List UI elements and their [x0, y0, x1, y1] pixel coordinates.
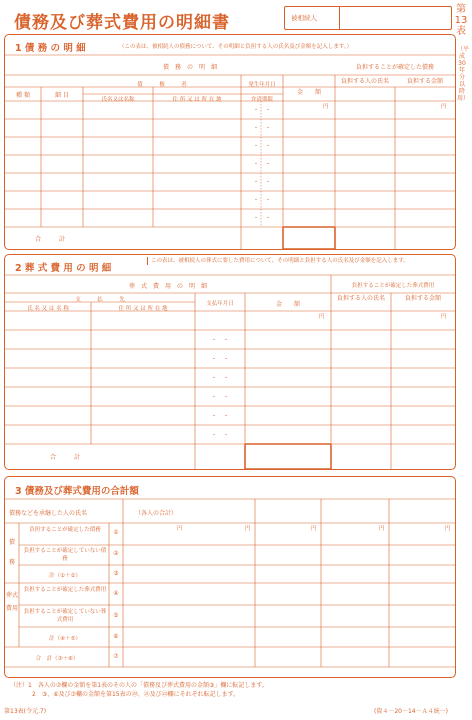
date-dots: ・ ・	[252, 197, 271, 204]
row-label: 計（①＋②）	[49, 573, 81, 579]
date-dots: ・ ・	[210, 432, 229, 439]
confirmed-debt-header: 負担することが確定した債務	[355, 64, 434, 71]
date-dots: ・ ・	[210, 337, 229, 344]
col-person-amount: 負担する金額	[406, 78, 443, 85]
section-title: 3 債務及び葬式費用の合計額	[15, 486, 139, 497]
row-number: ①	[113, 529, 119, 536]
col-creditor-name: 氏名又は名称	[101, 97, 135, 103]
row-number: ②	[113, 550, 119, 557]
date-dots: ・ ・	[252, 215, 271, 222]
col-person-name: 負担する人の氏名	[336, 295, 385, 302]
section-title: 1 債 務 の 明 細	[15, 43, 86, 54]
yen-unit: 円	[245, 526, 251, 532]
taxpayer-field[interactable]	[284, 6, 452, 30]
note-1: （注）1 各人の⑦欄の金額を第1表のその人の「債務及び葬式費用の金額③」欄に転記します。	[10, 682, 268, 689]
group-debt-label: 債 務	[8, 539, 22, 566]
row-number: ④	[113, 590, 119, 597]
col-due-date: 弁済期限	[250, 97, 273, 103]
yen-unit: 円	[177, 526, 183, 532]
col-payee-address: 住 所 又 は 所 在 地	[118, 306, 168, 312]
row-number: ⑥	[113, 633, 119, 640]
heir-name-header: 債務などを承継した人の氏名	[9, 510, 88, 517]
date-dots: ・ ・	[252, 179, 271, 186]
section-funeral	[4, 254, 456, 470]
debt-total-label: 合 計	[34, 236, 65, 243]
debt-detail-header: 債 務 の 明 細	[162, 64, 217, 71]
yen-unit: 円	[319, 314, 325, 320]
col-payment-date: 支払年月日	[206, 301, 234, 307]
note-2: 2 ③、⑥及び⑦欄の金額を第15表の⑳、㉑及び㉒欄にそれぞれ転記します。	[32, 691, 240, 698]
footer-form-code: 第13表(令元.7)	[4, 708, 47, 715]
row-number: ⑦	[113, 653, 119, 660]
yen-unit: 円	[445, 526, 451, 532]
row-label: 負担することが確定していない債務	[23, 548, 107, 562]
yen-unit: 円	[323, 104, 329, 110]
section-note: （この表は、被相続人の債務について、その明細と負担する人の氏名及び金額を記入します。）	[119, 44, 353, 50]
row-number: ⑤	[113, 612, 119, 619]
yen-unit: 円	[311, 526, 317, 532]
section-totals	[4, 476, 456, 678]
col-payee-name: 氏 名 又 は 名 称	[27, 306, 69, 312]
col-amount: 金 額	[296, 89, 321, 96]
footer-standard-code: (資４－20－14－Ａ４統一)	[374, 708, 448, 715]
yen-unit: 円	[441, 104, 447, 110]
date-dots: ・ ・	[210, 413, 229, 420]
form-period: （平成30年分以降用）	[457, 46, 470, 102]
funeral-detail-header: 葬 式 費 用 の 明 細	[128, 283, 207, 290]
date-dots: ・ ・	[210, 394, 229, 401]
funeral-total-label: 合 計	[49, 454, 80, 461]
row-label: 計（④＋⑤）	[49, 636, 81, 642]
section-note: この表は、被相続人の葬式に要した費用について、その明細と負担する人の氏名及び金額を記入します。	[147, 257, 455, 265]
section-title: 2 葬 式 費 用 の 明 細	[15, 263, 112, 274]
page-title: 債務及び葬式費用の明細書	[14, 13, 230, 33]
confirmed-funeral-header: 負担することが確定した葬式費用	[351, 283, 435, 289]
yen-unit: 円	[441, 314, 447, 320]
date-dots: ・ ・	[252, 107, 271, 114]
yen-unit: 円	[379, 526, 385, 532]
col-creditor: 債 権 者	[137, 82, 187, 88]
col-payee: 支 払 先	[75, 297, 125, 303]
col-detail: 細 目	[55, 92, 69, 99]
row-label: 負担することが確定した葬式費用	[23, 587, 107, 593]
col-type: 種 類	[16, 92, 30, 99]
taxpayer-label: 被相続人	[291, 14, 317, 22]
col-amount: 金 額	[275, 301, 300, 308]
form-number: 第13表	[454, 4, 468, 37]
col-person-name: 負担する人の氏名	[340, 78, 389, 85]
date-dots: ・ ・	[210, 375, 229, 382]
group-funeral-label: 葬式費用	[5, 592, 18, 612]
row-number: ③	[113, 570, 119, 577]
section-debts	[4, 34, 456, 250]
col-occurrence-date: 発生年月日	[248, 82, 276, 88]
date-dots: ・ ・	[252, 161, 271, 168]
date-dots: ・ ・	[210, 356, 229, 363]
heir-total-header: （各人の合計）	[135, 510, 178, 517]
date-dots: ・ ・	[252, 143, 271, 150]
col-creditor-address: 住 所 又 は 所 在 地	[172, 97, 222, 103]
col-person-amount: 負担する金額	[404, 295, 441, 302]
row-label: 負担することが確定していない葬式費用	[23, 609, 107, 623]
date-dots: ・ ・	[252, 125, 271, 132]
row-label: 負担することが確定した債務	[29, 527, 101, 533]
row-label: 合 計（③＋⑥）	[35, 656, 79, 662]
